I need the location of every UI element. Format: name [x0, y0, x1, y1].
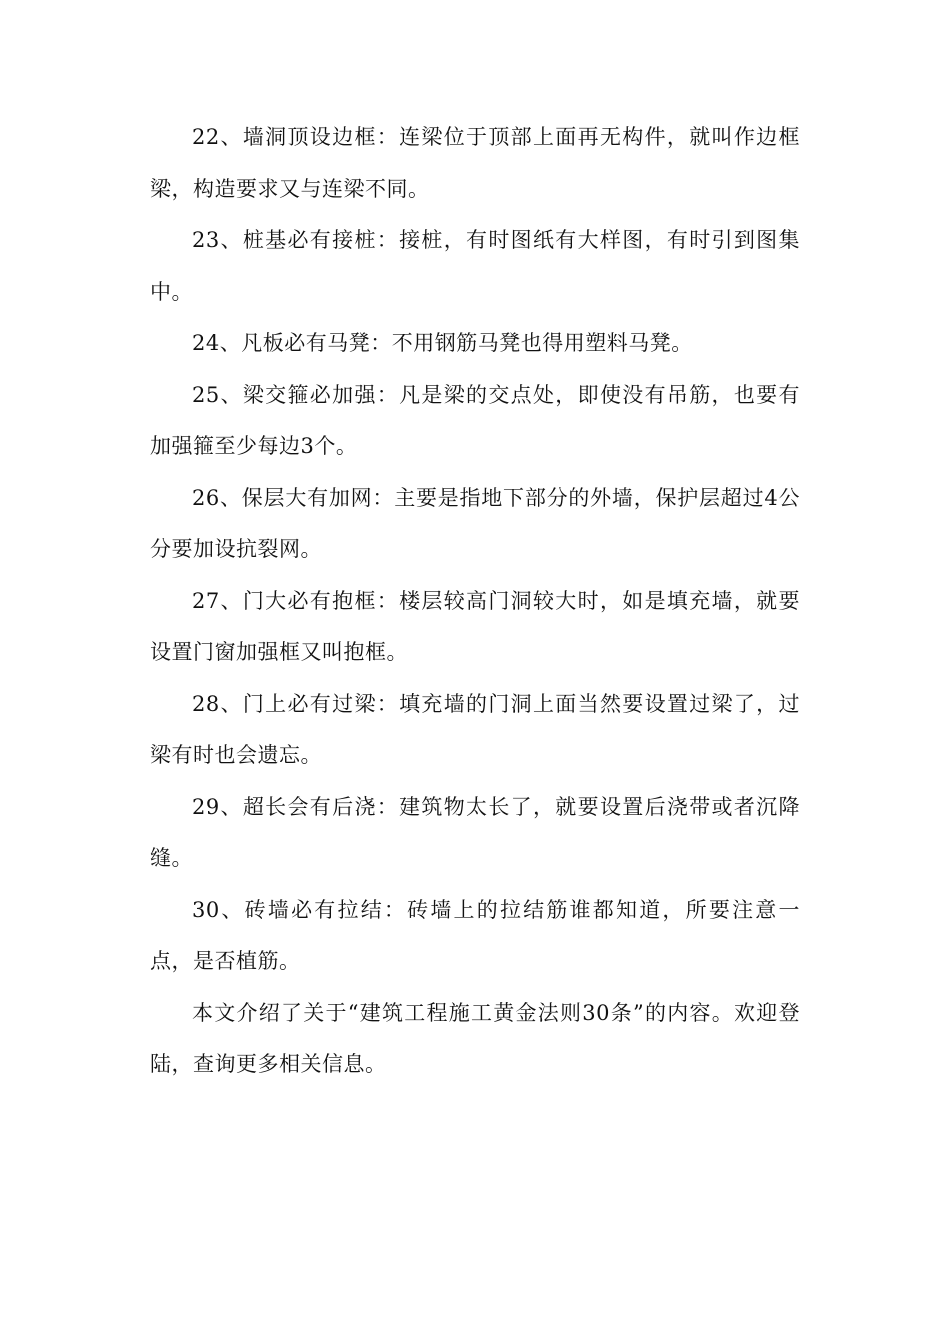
rule-30-paragraph: 30、砖墙必有拉结：砖墙上的拉结筋谁都知道，所要注意一点，是否植筋。: [150, 897, 800, 973]
rule-24-paragraph: 24、凡板必有马凳：不用钢筋马凳也得用塑料马凳。: [192, 331, 693, 355]
rule-25-paragraph: 25、梁交箍必加强：凡是梁的交点处，即使没有吊筋，也要有加强箍至少每边3个。: [150, 382, 800, 458]
rule-27-paragraph: 27、门大必有抱框：楼层较高门洞较大时，如是填充墙，就要设置门窗加强框又叫抱框。: [150, 588, 800, 664]
rule-28-paragraph: 28、门上必有过梁：填充墙的门洞上面当然要设置过梁了，过梁有时也会遗忘。: [150, 691, 800, 767]
rule-23-paragraph: 23、桩基必有接桩：接桩，有时图纸有大样图，有时引到图集中。: [150, 228, 800, 304]
document-body: [150, 112, 800, 1091]
rule-26-paragraph: 26、保层大有加网：主要是指地下部分的外墙，保护层超过4公分要加设抗裂网。: [150, 485, 800, 561]
closing-paragraph: 本文介绍了关于“建筑工程施工黄金法则30条”的内容。欢迎登陆，查询更多相关信息。: [150, 1000, 800, 1076]
rule-22-paragraph: 22、墙洞顶设边框：连梁位于顶部上面再无构件，就叫作边框梁，构造要求又与连梁不同。: [150, 125, 800, 201]
rule-29-paragraph: 29、超长会有后浇：建筑物太长了，就要设置后浇带或者沉降缝。: [150, 794, 800, 870]
